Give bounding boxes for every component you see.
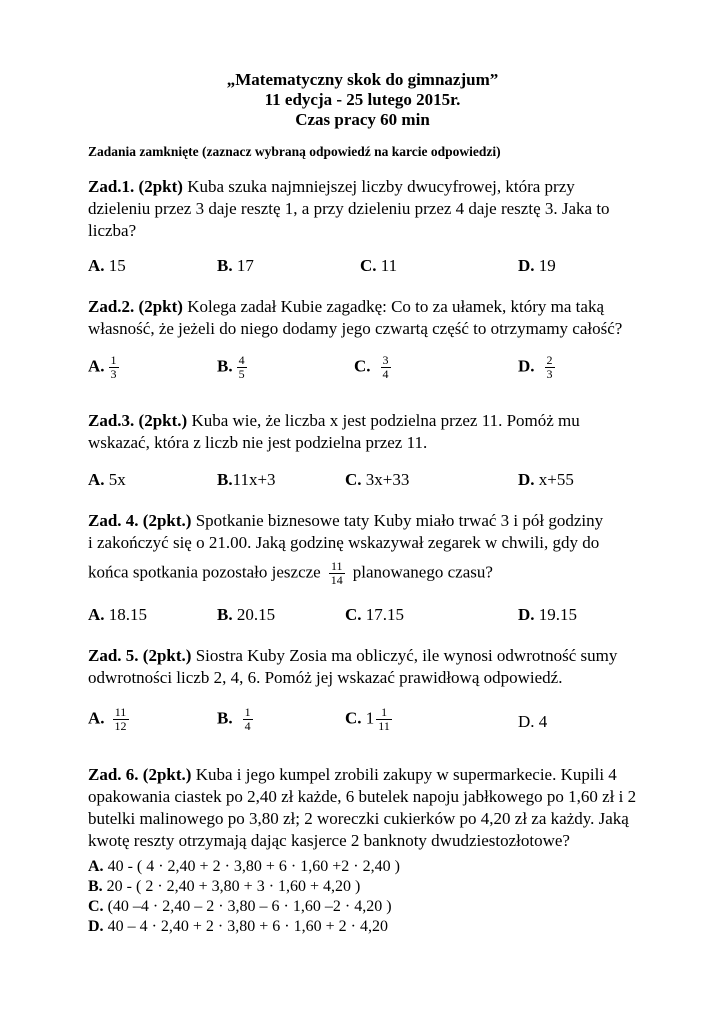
- question-text: własność, że jeżeli do niego dodamy jego czwartą część to otrzymamy całość?: [88, 319, 623, 338]
- title: „Matematyczny skok do gimnazjum”: [226, 70, 499, 89]
- question-label: Zad. 5. (2pkt.): [88, 646, 192, 665]
- question-text: opakowania ciastek po 2,40 zł każde, 6 butelek napoju jabłkowego po 1,60 zł i 2: [88, 787, 637, 806]
- answer-option-d[interactable]: D. 19.15: [518, 605, 578, 624]
- question-text: dzieleniu przez 3 daje resztę 1, a przy dzieleniu przez 4 daje resztę 3. Jaka to: [88, 199, 610, 218]
- answer-option-d[interactable]: D. 4: [518, 712, 548, 731]
- question-text: Spotkanie biznesowe taty Kuby miało trwać 3 i pół godziny: [191, 511, 604, 530]
- answer-option-c[interactable]: C. 3x+33: [345, 470, 410, 489]
- question-text: Kuba i jego kumpel zrobili zakupy w supermarkecie. Kupili 4: [191, 765, 617, 784]
- question-label: Zad. 4. (2pkt.): [88, 511, 192, 530]
- answer-option-a[interactable]: A. $\frac{1}{3}$: [88, 353, 117, 381]
- answer-option-c[interactable]: C. (40 –4 · 2,40 – 2 · 3,80 – 6 · 1,60 –2 · 4,20 ): [88, 898, 392, 915]
- question-text: Kuba wie, że liczba x jest podzielna przez 11. Pomóż mu: [187, 411, 580, 430]
- question-label: Zad.1. (2pkt): [88, 177, 183, 196]
- question-text: liczba?: [88, 221, 137, 240]
- question-1: [88, 176, 648, 242]
- question-text: Kolega zadał Kubie zagadkę: Co to za ułamek, który ma taką: [182, 297, 604, 316]
- answer-option-b[interactable]: B. 20 - ( 2 · 2,40 + 3,80 + 3 · 1,60 + 4,20 ): [88, 878, 361, 895]
- answer-option-a[interactable]: A. 18.15: [88, 605, 148, 624]
- question-text: końca spotkania pozostało jeszcze: [88, 562, 321, 582]
- time-limit: Czas pracy 60 min: [295, 110, 430, 129]
- question-text: Kuba szuka najmniejszej liczby dwucyfrowej, która przy: [182, 177, 575, 196]
- question-text: odwrotności liczb 2, 4, 6. Pomóż jej wskazać prawidłową odpowiedź.: [88, 668, 563, 687]
- answer-option-a[interactable]: A. 15: [88, 256, 126, 275]
- question-label: Zad.2. (2pkt): [88, 297, 183, 316]
- fraction: $\frac{11}{14}$: [330, 559, 343, 587]
- answer-option-a[interactable]: A. 5x: [88, 470, 126, 489]
- answer-option-d[interactable]: D. $\frac{2}{3}$: [518, 353, 553, 381]
- question-text: i zakończyć się o 21.00. Jaką godzinę wskazywał zegarek w chwili, gdy do: [88, 533, 600, 552]
- question-label: Zad. 6. (2pkt.): [88, 765, 192, 784]
- question-text: kwotę reszty otrzymają dając kasjerce 2 banknoty dwudziestozłotowe?: [88, 831, 570, 850]
- answer-option-b[interactable]: B. $\frac{1}{4}$: [217, 705, 251, 733]
- instructions: Zadania zamknięte (zaznacz wybraną odpowiedź na karcie odpowiedzi): [88, 144, 501, 159]
- edition-date: 11 edycja - 25 lutego 2015r.: [264, 90, 461, 109]
- question-3: [88, 410, 648, 454]
- question-4: [88, 510, 648, 587]
- question-text: butelki malinowego po 3,80 zł; 2 woreczki cukierków po 4,20 zł za każdy. Jaką: [88, 809, 629, 828]
- question-2: [88, 296, 648, 340]
- answer-option-c[interactable]: C. 1 $\frac{1}{11}$: [345, 705, 390, 733]
- answer-option-c[interactable]: C. 11: [360, 256, 398, 275]
- answer-option-c[interactable]: C. 17.15: [345, 605, 405, 624]
- answer-option-b[interactable]: B. $\frac{4}{5}$: [217, 353, 245, 381]
- question-text: planowanego czasu?: [352, 562, 493, 582]
- answer-option-d[interactable]: D. 19: [518, 256, 556, 275]
- answer-option-b[interactable]: B.11x+3: [217, 470, 276, 489]
- answer-option-d[interactable]: D. x+55: [518, 470, 574, 489]
- answer-option-a[interactable]: A. $\frac{11}{12}$: [88, 705, 127, 733]
- question-text: wskazać, która z liczb nie jest podzielna przez 11.: [88, 433, 428, 452]
- question-5: [88, 645, 648, 689]
- answer-option-a[interactable]: A. 40 - ( 4 · 2,40 + 2 · 3,80 + 6 · 1,60 +2 · 2,40 ): [88, 858, 400, 875]
- answer-option-d[interactable]: D. 40 – 4 · 2,40 + 2 · 3,80 + 6 · 1,60 + 2 · 4,20: [88, 918, 388, 935]
- answer-option-b[interactable]: B. 20.15: [217, 605, 276, 624]
- answer-option-c[interactable]: C. $\frac{3}{4}$: [354, 353, 389, 381]
- answer-option-b[interactable]: B. 17: [217, 256, 254, 275]
- question-text: Siostra Kuby Zosia ma obliczyć, ile wynosi odwrotność sumy: [191, 646, 618, 665]
- question-label: Zad.3. (2pkt.): [88, 411, 188, 430]
- question-6: [88, 764, 668, 852]
